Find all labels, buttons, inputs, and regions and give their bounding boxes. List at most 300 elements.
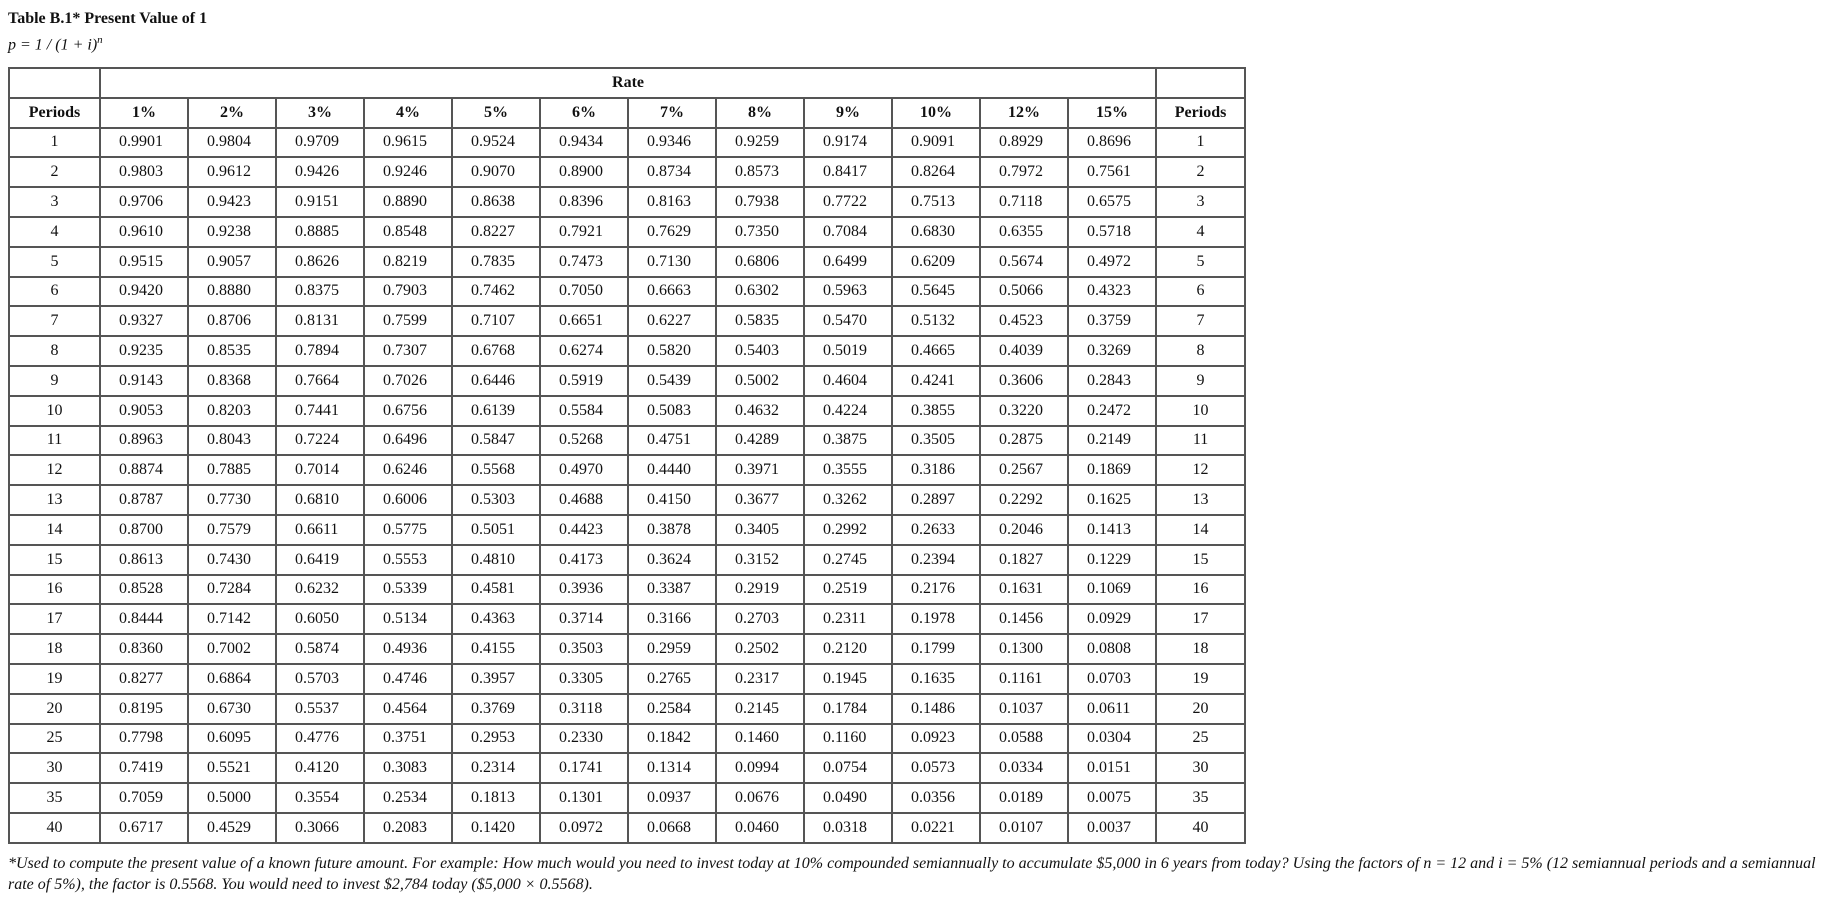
factor-cell: 0.7130 [628,247,716,277]
factor-cell: 0.7664 [276,366,364,396]
factor-cell: 0.9070 [452,157,540,187]
rate-header: 7% [628,98,716,128]
factor-cell: 0.3606 [980,366,1068,396]
factor-cell: 0.6139 [452,396,540,426]
factor-cell: 0.4581 [452,575,540,605]
factor-cell: 0.0573 [892,753,980,783]
factor-cell: 0.6756 [364,396,452,426]
factor-cell: 0.5847 [452,426,540,456]
factor-cell: 0.9901 [100,128,188,158]
factor-cell: 0.3957 [452,664,540,694]
period-cell-right: 7 [1156,306,1245,336]
table-row [9,306,1245,336]
factor-cell: 0.7107 [452,306,540,336]
factor-cell: 0.8264 [892,157,980,187]
factor-cell: 0.4665 [892,336,980,366]
factor-cell: 0.3066 [276,813,364,843]
period-cell-left: 11 [9,426,100,456]
factor-cell: 0.8885 [276,217,364,247]
factor-cell: 0.5134 [364,604,452,634]
factor-cell: 0.9423 [188,187,276,217]
factor-cell: 0.2472 [1068,396,1156,426]
factor-cell: 0.8638 [452,187,540,217]
factor-cell: 0.5000 [188,783,276,813]
factor-cell: 0.6227 [628,306,716,336]
factor-cell: 0.9057 [188,247,276,277]
factor-cell: 0.2314 [452,753,540,783]
factor-cell: 0.3878 [628,515,716,545]
table-row [9,575,1245,605]
factor-cell: 0.9706 [100,187,188,217]
factor-cell: 0.8963 [100,426,188,456]
factor-cell: 0.7730 [188,485,276,515]
factor-cell: 0.3875 [804,426,892,456]
factor-cell: 0.9346 [628,128,716,158]
rate-header: 2% [188,98,276,128]
factor-cell: 0.5470 [804,306,892,336]
factor-cell: 0.0304 [1068,724,1156,754]
factor-cell: 0.5553 [364,545,452,575]
table-row [9,455,1245,485]
factor-cell: 0.4039 [980,336,1068,366]
factor-cell: 0.8219 [364,247,452,277]
factor-cell: 0.7026 [364,366,452,396]
factor-cell: 0.1420 [452,813,540,843]
period-cell-right: 13 [1156,485,1245,515]
table-row [9,753,1245,783]
period-cell-right: 9 [1156,366,1245,396]
period-cell-right: 3 [1156,187,1245,217]
formula-exponent: n [97,34,103,46]
period-cell-right: 25 [1156,724,1245,754]
factor-cell: 0.9524 [452,128,540,158]
factor-cell: 0.7441 [276,396,364,426]
factor-cell: 0.7462 [452,277,540,307]
factor-cell: 0.8573 [716,157,804,187]
factor-cell: 0.6575 [1068,187,1156,217]
period-cell-right: 35 [1156,783,1245,813]
factor-cell: 0.2502 [716,634,804,664]
factor-cell: 0.4155 [452,634,540,664]
factor-cell: 0.6246 [364,455,452,485]
factor-cell: 0.1978 [892,604,980,634]
formula [8,34,103,54]
factor-cell: 0.2149 [1068,426,1156,456]
factor-cell: 0.9091 [892,128,980,158]
factor-cell: 0.3759 [1068,306,1156,336]
factor-cell: 0.9151 [276,187,364,217]
rate-header: 15% [1068,98,1156,128]
factor-cell: 0.3152 [716,545,804,575]
factor-cell: 0.1631 [980,575,1068,605]
factor-cell: 0.2311 [804,604,892,634]
table-row [9,396,1245,426]
factor-cell: 0.7430 [188,545,276,575]
factor-cell: 0.7050 [540,277,628,307]
factor-cell: 0.8277 [100,664,188,694]
factor-cell: 0.0460 [716,813,804,843]
factor-cell: 0.6806 [716,247,804,277]
factor-cell: 0.1827 [980,545,1068,575]
factor-cell: 0.7084 [804,217,892,247]
factor-cell: 0.2330 [540,724,628,754]
factor-cell: 0.8734 [628,157,716,187]
factor-cell: 0.0937 [628,783,716,813]
period-cell-left: 18 [9,634,100,664]
factor-cell: 0.4604 [804,366,892,396]
factor-cell: 0.4150 [628,485,716,515]
factor-cell: 0.1160 [804,724,892,754]
factor-cell: 0.8696 [1068,128,1156,158]
factor-cell: 0.2394 [892,545,980,575]
factor-cell: 0.9174 [804,128,892,158]
factor-cell: 0.9803 [100,157,188,187]
factor-cell: 0.1413 [1068,515,1156,545]
factor-cell: 0.9612 [188,157,276,187]
factor-cell: 0.9053 [100,396,188,426]
factor-cell: 0.1314 [628,753,716,783]
factor-cell: 0.0588 [980,724,1068,754]
factor-cell: 0.1799 [892,634,980,664]
factor-cell: 0.7903 [364,277,452,307]
period-cell-right: 15 [1156,545,1245,575]
factor-cell: 0.3936 [540,575,628,605]
factor-cell: 0.1229 [1068,545,1156,575]
table-row [9,217,1245,247]
factor-cell: 0.7307 [364,336,452,366]
period-cell-right: 8 [1156,336,1245,366]
period-cell-right: 40 [1156,813,1245,843]
factor-cell: 0.2953 [452,724,540,754]
table-row [9,694,1245,724]
period-cell-left: 3 [9,187,100,217]
factor-cell: 0.5645 [892,277,980,307]
column-header-row [9,98,1245,128]
factor-cell: 0.2046 [980,515,1068,545]
factor-cell: 0.1813 [452,783,540,813]
rate-header: 1% [100,98,188,128]
rate-header: 10% [892,98,980,128]
factor-cell: 0.3505 [892,426,980,456]
period-cell-left: 19 [9,664,100,694]
factor-cell: 0.0929 [1068,604,1156,634]
factor-cell: 0.2919 [716,575,804,605]
factor-cell: 0.9238 [188,217,276,247]
factor-cell: 0.5066 [980,277,1068,307]
factor-cell: 0.9615 [364,128,452,158]
table-row [9,604,1245,634]
factor-cell: 0.6355 [980,217,1068,247]
factor-cell: 0.1456 [980,604,1068,634]
factor-cell: 0.9327 [100,306,188,336]
factor-cell: 0.1300 [980,634,1068,664]
table-row [9,426,1245,456]
factor-cell: 0.7419 [100,753,188,783]
factor-cell: 0.6496 [364,426,452,456]
period-cell-right: 12 [1156,455,1245,485]
factor-cell: 0.8396 [540,187,628,217]
factor-cell: 0.1945 [804,664,892,694]
factor-cell: 0.1784 [804,694,892,724]
factor-cell: 0.3305 [540,664,628,694]
period-cell-left: 12 [9,455,100,485]
factor-cell: 0.2843 [1068,366,1156,396]
factor-cell: 0.5019 [804,336,892,366]
table-row [9,545,1245,575]
factor-cell: 0.4363 [452,604,540,634]
factor-cell: 0.8163 [628,187,716,217]
factor-cell: 0.6006 [364,485,452,515]
table-row [9,634,1245,664]
factor-cell: 0.1842 [628,724,716,754]
factor-cell: 0.4936 [364,634,452,664]
period-cell-left: 16 [9,575,100,605]
factor-cell: 0.4529 [188,813,276,843]
factor-cell: 0.5919 [540,366,628,396]
rate-header: 12% [980,98,1068,128]
factor-cell: 0.8360 [100,634,188,664]
factor-cell: 0.6768 [452,336,540,366]
factor-cell: 0.0923 [892,724,980,754]
factor-cell: 0.8444 [100,604,188,634]
factor-cell: 0.8900 [540,157,628,187]
period-cell-right: 11 [1156,426,1245,456]
factor-cell: 0.4746 [364,664,452,694]
factor-cell: 0.5775 [364,515,452,545]
factor-cell: 0.4970 [540,455,628,485]
table-row [9,724,1245,754]
factor-cell: 0.6095 [188,724,276,754]
factor-cell: 0.0972 [540,813,628,843]
factor-cell: 0.3186 [892,455,980,485]
factor-cell: 0.5874 [276,634,364,664]
factor-cell: 0.2317 [716,664,804,694]
factor-cell: 0.7938 [716,187,804,217]
period-cell-right: 4 [1156,217,1245,247]
factor-cell: 0.5339 [364,575,452,605]
factor-cell: 0.3624 [628,545,716,575]
period-cell-left: 7 [9,306,100,336]
factor-cell: 0.2567 [980,455,1068,485]
formula-main: p = 1 / (1 + i) [8,36,98,54]
factor-cell: 0.3166 [628,604,716,634]
factor-cell: 0.2083 [364,813,452,843]
table-row [9,783,1245,813]
factor-cell: 0.5703 [276,664,364,694]
factor-cell: 0.9434 [540,128,628,158]
factor-cell: 0.5584 [540,396,628,426]
factor-cell: 0.4751 [628,426,716,456]
factor-cell: 0.1161 [980,664,1068,694]
factor-cell: 0.6499 [804,247,892,277]
periods-header-left: Periods [9,98,100,128]
period-cell-right: 5 [1156,247,1245,277]
factor-cell: 0.6830 [892,217,980,247]
factor-cell: 0.2145 [716,694,804,724]
factor-cell: 0.4241 [892,366,980,396]
period-cell-right: 6 [1156,277,1245,307]
factor-cell: 0.3971 [716,455,804,485]
period-cell-left: 2 [9,157,100,187]
table-row [9,277,1245,307]
factor-cell: 0.0075 [1068,783,1156,813]
factor-cell: 0.8929 [980,128,1068,158]
factor-cell: 0.1069 [1068,575,1156,605]
factor-cell: 0.7894 [276,336,364,366]
factor-cell: 0.9804 [188,128,276,158]
factor-cell: 0.4440 [628,455,716,485]
factor-cell: 0.5568 [452,455,540,485]
factor-cell: 0.1486 [892,694,980,724]
factor-cell: 0.2897 [892,485,980,515]
factor-cell: 0.7002 [188,634,276,664]
factor-cell: 0.0356 [892,783,980,813]
period-cell-right: 18 [1156,634,1245,664]
factor-cell: 0.7835 [452,247,540,277]
factor-cell: 0.4972 [1068,247,1156,277]
factor-cell: 0.6651 [540,306,628,336]
factor-cell: 0.5521 [188,753,276,783]
factor-cell: 0.3554 [276,783,364,813]
factor-cell: 0.4224 [804,396,892,426]
factor-cell: 0.2292 [980,485,1068,515]
factor-cell: 0.1635 [892,664,980,694]
factor-cell: 0.5132 [892,306,980,336]
factor-cell: 0.4423 [540,515,628,545]
period-cell-left: 40 [9,813,100,843]
factor-cell: 0.3083 [364,753,452,783]
period-cell-right: 14 [1156,515,1245,545]
factor-cell: 0.3387 [628,575,716,605]
table-row [9,157,1245,187]
factor-cell: 0.8700 [100,515,188,545]
factor-cell: 0.1301 [540,783,628,813]
factor-cell: 0.0490 [804,783,892,813]
factor-cell: 0.2745 [804,545,892,575]
period-cell-right: 20 [1156,694,1245,724]
periods-header-right: Periods [1156,98,1245,128]
factor-cell: 0.6050 [276,604,364,634]
factor-cell: 0.7142 [188,604,276,634]
table-row [9,664,1245,694]
table-row [9,336,1245,366]
factor-cell: 0.5835 [716,306,804,336]
factor-cell: 0.7473 [540,247,628,277]
rate-header: 5% [452,98,540,128]
factor-cell: 0.5403 [716,336,804,366]
factor-cell: 0.1037 [980,694,1068,724]
factor-cell: 0.4810 [452,545,540,575]
factor-cell: 0.0754 [804,753,892,783]
factor-cell: 0.5268 [540,426,628,456]
factor-cell: 0.6730 [188,694,276,724]
factor-cell: 0.3677 [716,485,804,515]
factor-cell: 0.9246 [364,157,452,187]
period-cell-right: 1 [1156,128,1245,158]
factor-cell: 0.5439 [628,366,716,396]
factor-cell: 0.5820 [628,336,716,366]
factor-cell: 0.5537 [276,694,364,724]
factor-cell: 0.0994 [716,753,804,783]
footnote: *Used to compute the present value of a known future amount. For example: How much would you need to invest today at 10% compounded semiannually to accumulate $5,000 in 6 years from today? Using the factors of n = 12 and i = 5% (12 semiannual periods and a semiannual rate of 5%), the factor is 0.5568. You would need to invest $2,784 today ($5,000 × 0.5568). [8,855,1816,893]
factor-cell: 0.5963 [804,277,892,307]
factor-cell: 0.4523 [980,306,1068,336]
factor-cell: 0.4688 [540,485,628,515]
factor-cell: 0.7350 [716,217,804,247]
table-row [9,366,1245,396]
factor-cell: 0.9515 [100,247,188,277]
factor-cell: 0.8043 [188,426,276,456]
factor-cell: 0.6274 [540,336,628,366]
factor-cell: 0.0037 [1068,813,1156,843]
factor-cell: 0.2176 [892,575,980,605]
factor-cell: 0.3855 [892,396,980,426]
factor-cell: 0.1741 [540,753,628,783]
factor-cell: 0.8880 [188,277,276,307]
factor-cell: 0.3269 [1068,336,1156,366]
factor-cell: 0.8528 [100,575,188,605]
period-cell-left: 17 [9,604,100,634]
factor-cell: 0.7599 [364,306,452,336]
factor-cell: 0.7579 [188,515,276,545]
factor-cell: 0.0676 [716,783,804,813]
factor-cell: 0.4564 [364,694,452,724]
factor-cell: 0.5303 [452,485,540,515]
factor-cell: 0.3118 [540,694,628,724]
factor-cell: 0.8787 [100,485,188,515]
table-body [9,128,1245,843]
factor-cell: 0.8203 [188,396,276,426]
factor-cell: 0.8890 [364,187,452,217]
factor-cell: 0.6663 [628,277,716,307]
factor-cell: 0.7118 [980,187,1068,217]
factor-cell: 0.2584 [628,694,716,724]
period-cell-left: 30 [9,753,100,783]
factor-cell: 0.4289 [716,426,804,456]
factor-cell: 0.5051 [452,515,540,545]
factor-cell: 0.2765 [628,664,716,694]
factor-cell: 0.8195 [100,694,188,724]
factor-cell: 0.6419 [276,545,364,575]
factor-cell: 0.2992 [804,515,892,545]
factor-cell: 0.9235 [100,336,188,366]
factor-cell: 0.9610 [100,217,188,247]
factor-cell: 0.0189 [980,783,1068,813]
period-cell-left: 25 [9,724,100,754]
period-cell-left: 4 [9,217,100,247]
factor-cell: 0.0151 [1068,753,1156,783]
factor-cell: 0.1869 [1068,455,1156,485]
factor-cell: 0.4632 [716,396,804,426]
factor-cell: 0.6446 [452,366,540,396]
table-row [9,813,1245,843]
factor-cell: 0.0808 [1068,634,1156,664]
factor-cell: 0.2534 [364,783,452,813]
factor-cell: 0.0668 [628,813,716,843]
table-row [9,485,1245,515]
factor-cell: 0.3714 [540,604,628,634]
rate-group-header: Rate [100,68,1156,98]
factor-cell: 0.8131 [276,306,364,336]
factor-cell: 0.6611 [276,515,364,545]
factor-cell: 0.1460 [716,724,804,754]
factor-cell: 0.3769 [452,694,540,724]
factor-cell: 0.8375 [276,277,364,307]
factor-cell: 0.7224 [276,426,364,456]
factor-cell: 0.1625 [1068,485,1156,515]
period-cell-left: 9 [9,366,100,396]
factor-cell: 0.8874 [100,455,188,485]
